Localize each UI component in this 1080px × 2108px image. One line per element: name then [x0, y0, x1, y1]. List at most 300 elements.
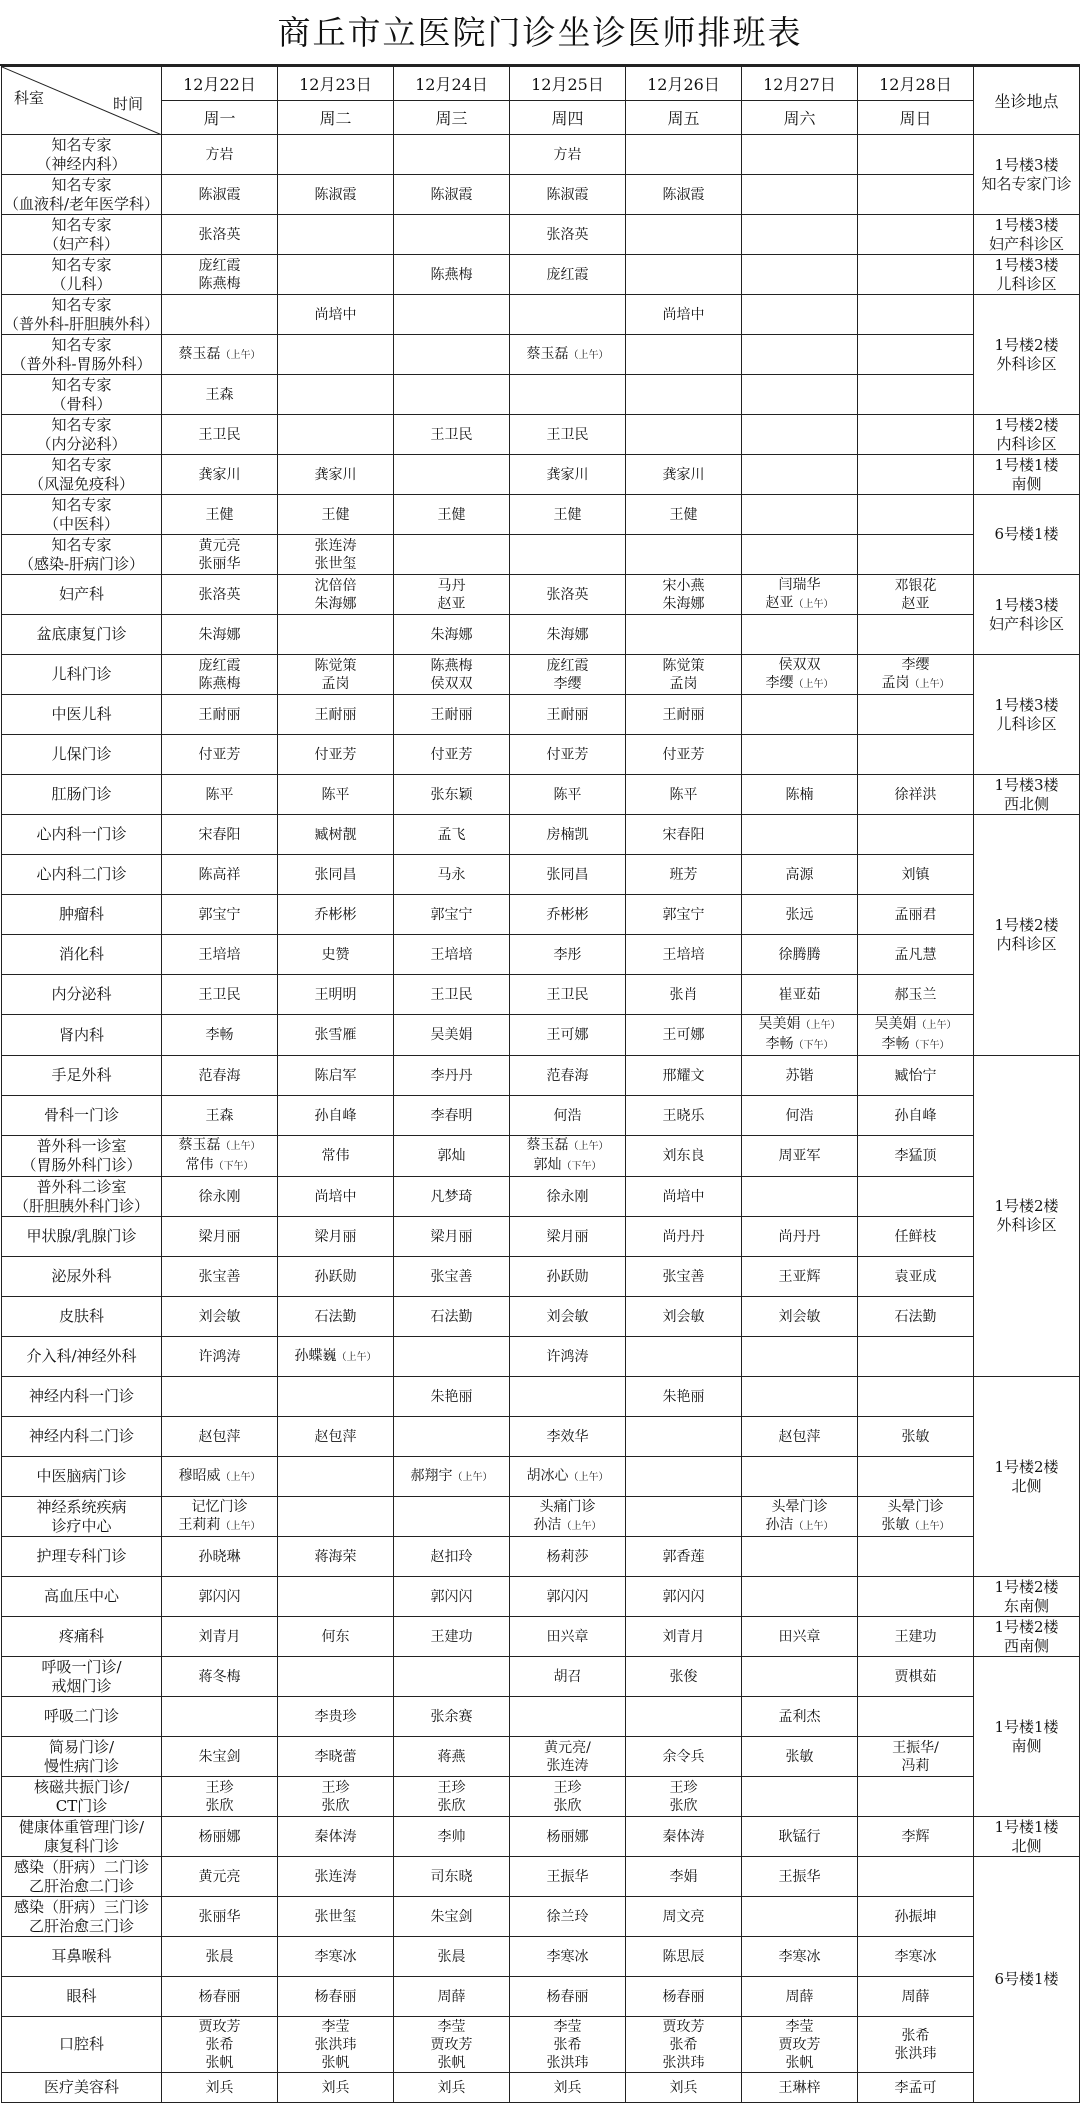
doctor-cell: 头痛门诊 孙洁（上午）	[510, 1497, 626, 1537]
doctor-cell: 陈平	[510, 775, 626, 815]
doctor-cell: 付亚芳	[626, 735, 742, 775]
doctor-cell: 马永	[394, 855, 510, 895]
doctor-cell: 邓银花 赵亚	[858, 575, 974, 615]
doctor-cell: 孙自峰	[278, 1096, 394, 1136]
doctor-cell: 徐祥洪	[858, 775, 974, 815]
doctor-cell	[278, 335, 394, 375]
doctor-cell	[858, 375, 974, 415]
doctor-cell: 王培培	[394, 935, 510, 975]
doctor-cell: 王振华/ 冯莉	[858, 1737, 974, 1777]
doctor-cell: 陈淑霞	[626, 175, 742, 215]
doctor-cell: 蔡玉磊（上午）	[162, 335, 278, 375]
doctor-cell	[278, 255, 394, 295]
doctor-cell: 刘兵	[278, 2073, 394, 2103]
doctor-cell: 赵包萍	[278, 1417, 394, 1457]
doctor-cell	[742, 1377, 858, 1417]
table-row	[2, 935, 1080, 975]
location-cell: 1号楼3楼 妇产科诊区	[974, 575, 1080, 655]
doctor-cell: 徐腾腾	[742, 935, 858, 975]
doctor-cell: 周薛	[742, 1977, 858, 2017]
doctor-cell	[278, 375, 394, 415]
table-row	[2, 1377, 1080, 1417]
doctor-cell	[742, 735, 858, 775]
doctor-cell	[278, 1497, 394, 1537]
department-cell: 妇产科	[2, 575, 162, 615]
doctor-cell	[858, 455, 974, 495]
doctor-cell: 余令兵	[626, 1737, 742, 1777]
doctor-cell: 石法勤	[394, 1297, 510, 1337]
doctor-cell: 尚培中	[626, 295, 742, 335]
department-cell: 口腔科	[2, 2017, 162, 2073]
doctor-cell	[858, 495, 974, 535]
department-cell: 皮肤科	[2, 1297, 162, 1337]
doctor-cell: 朱海娜	[394, 615, 510, 655]
doctor-cell	[858, 175, 974, 215]
doctor-cell: 张晨	[394, 1937, 510, 1977]
date-header: 12月24日	[394, 67, 510, 101]
table-row	[2, 215, 1080, 255]
table-row	[2, 1217, 1080, 1257]
doctor-cell: 尚培中	[278, 295, 394, 335]
doctor-cell	[626, 335, 742, 375]
doctor-cell	[742, 695, 858, 735]
doctor-cell: 王珍 张欣	[162, 1777, 278, 1817]
doctor-cell: 范春海	[510, 1056, 626, 1096]
day-header: 周六	[742, 101, 858, 135]
doctor-cell: 黄元亮 张丽华	[162, 535, 278, 575]
doctor-cell: 耿锰行	[742, 1817, 858, 1857]
doctor-cell: 范春海	[162, 1056, 278, 1096]
date-header: 12月22日	[162, 67, 278, 101]
doctor-cell: 朱艳丽	[394, 1377, 510, 1417]
doctor-cell: 孙振坤	[858, 1897, 974, 1937]
department-cell: 神经内科二门诊	[2, 1417, 162, 1457]
day-header: 周二	[278, 101, 394, 135]
doctor-cell: 龚家川	[278, 455, 394, 495]
department-cell: 健康体重管理门诊/ 康复科门诊	[2, 1817, 162, 1857]
doctor-cell: 李缨 孟岗（上午）	[858, 655, 974, 695]
doctor-cell: 李莹 张希 张洪玮	[510, 2017, 626, 2073]
table-row	[2, 1937, 1080, 1977]
location-cell: 1号楼1楼 南侧	[974, 1657, 1080, 1817]
table-row	[2, 1136, 1080, 1177]
doctor-cell: 石法勤	[858, 1297, 974, 1337]
doctor-cell: 周亚军	[742, 1136, 858, 1177]
doctor-cell	[278, 1457, 394, 1497]
date-header: 12月28日	[858, 67, 974, 101]
doctor-cell: 王健	[162, 495, 278, 535]
doctor-cell: 陈思辰	[626, 1937, 742, 1977]
corner-time-label: 时间	[112, 95, 143, 113]
doctor-cell: 张连涛 张世玺	[278, 535, 394, 575]
doctor-cell	[394, 1657, 510, 1697]
doctor-cell: 李辉	[858, 1817, 974, 1857]
doctor-cell: 王可娜	[510, 1015, 626, 1056]
doctor-cell: 李莹 张洪玮 张帆	[278, 2017, 394, 2073]
doctor-cell: 龚家川	[162, 455, 278, 495]
doctor-cell	[742, 335, 858, 375]
doctor-cell	[742, 415, 858, 455]
doctor-cell: 张同昌	[510, 855, 626, 895]
doctor-cell: 徐兰玲	[510, 1897, 626, 1937]
doctor-cell: 付亚芳	[510, 735, 626, 775]
doctor-cell: 张晨	[162, 1937, 278, 1977]
table-row	[2, 735, 1080, 775]
doctor-cell: 王卫民	[510, 975, 626, 1015]
doctor-cell: 王森	[162, 375, 278, 415]
table-row	[2, 1417, 1080, 1457]
doctor-cell: 张敏	[742, 1737, 858, 1777]
department-cell: 知名专家 （感染-肝病门诊）	[2, 535, 162, 575]
doctor-cell: 尚培中	[626, 1177, 742, 1217]
doctor-cell: 刘会敏	[162, 1297, 278, 1337]
doctor-cell: 陈高祥	[162, 855, 278, 895]
page-title: 商丘市立医院门诊坐诊医师排班表	[0, 0, 1080, 66]
doctor-cell: 张余赛	[394, 1697, 510, 1737]
doctor-cell	[278, 615, 394, 655]
doctor-cell	[858, 1857, 974, 1897]
doctor-cell: 郭宝宁	[626, 895, 742, 935]
doctor-cell: 李畅	[162, 1015, 278, 1056]
date-header: 12月25日	[510, 67, 626, 101]
doctor-cell: 郝翔宇（上午）	[394, 1457, 510, 1497]
doctor-cell: 秦体涛	[278, 1817, 394, 1857]
doctor-cell: 孟凡慧	[858, 935, 974, 975]
location-cell: 1号楼3楼 妇产科诊区	[974, 215, 1080, 255]
table-row	[2, 1257, 1080, 1297]
doctor-cell: 王耐丽	[278, 695, 394, 735]
doctor-cell: 张连涛	[278, 1857, 394, 1897]
doctor-cell: 庞红霞 陈燕梅	[162, 255, 278, 295]
doctor-cell: 常伟	[278, 1136, 394, 1177]
doctor-cell	[742, 375, 858, 415]
doctor-cell: 付亚芳	[278, 735, 394, 775]
doctor-cell: 陈平	[162, 775, 278, 815]
department-cell: 高血压中心	[2, 1577, 162, 1617]
doctor-cell: 秦体涛	[626, 1817, 742, 1857]
department-cell: 医疗美容科	[2, 2073, 162, 2103]
doctor-cell: 赵扣玲	[394, 1537, 510, 1577]
doctor-cell	[278, 215, 394, 255]
table-row	[2, 1857, 1080, 1897]
doctor-cell: 宋春阳	[626, 815, 742, 855]
table-row	[2, 375, 1080, 415]
doctor-cell: 杨丽娜	[162, 1817, 278, 1857]
day-header: 周三	[394, 101, 510, 135]
doctor-cell	[742, 455, 858, 495]
location-cell: 6号楼1楼	[974, 1857, 1080, 2103]
doctor-cell	[742, 135, 858, 175]
table-row	[2, 535, 1080, 575]
doctor-cell: 蒋海荣	[278, 1537, 394, 1577]
doctor-cell: 朱海娜	[510, 615, 626, 655]
table-row	[2, 1577, 1080, 1617]
doctor-cell: 王森	[162, 1096, 278, 1136]
doctor-cell: 李寒冰	[510, 1937, 626, 1977]
doctor-cell: 张洛英	[162, 575, 278, 615]
doctor-cell: 李孟可	[858, 2073, 974, 2103]
doctor-cell: 张世玺	[278, 1897, 394, 1937]
doctor-cell: 朱海娜	[162, 615, 278, 655]
table-row	[2, 1817, 1080, 1857]
doctor-cell: 方岩	[510, 135, 626, 175]
doctor-cell: 穆昭威（上午）	[162, 1457, 278, 1497]
doctor-cell	[278, 1577, 394, 1617]
doctor-cell: 张俊	[626, 1657, 742, 1697]
location-cell: 1号楼3楼 儿科诊区	[974, 255, 1080, 295]
doctor-cell	[162, 1697, 278, 1737]
table-row	[2, 655, 1080, 695]
date-header: 12月23日	[278, 67, 394, 101]
doctor-cell: 闫瑞华 赵亚（上午）	[742, 575, 858, 615]
doctor-cell: 陈淑霞	[510, 175, 626, 215]
location-cell: 1号楼3楼 知名专家门诊	[974, 135, 1080, 215]
doctor-cell: 陈淑霞	[394, 175, 510, 215]
department-cell: 呼吸一门诊/ 戒烟门诊	[2, 1657, 162, 1697]
doctor-cell	[742, 1897, 858, 1937]
department-cell: 心内科一门诊	[2, 815, 162, 855]
doctor-cell: 杨丽娜	[510, 1817, 626, 1857]
doctor-cell: 孙晓琳	[162, 1537, 278, 1577]
doctor-cell: 宋春阳	[162, 815, 278, 855]
department-cell: 知名专家 （妇产科）	[2, 215, 162, 255]
doctor-cell: 龚家川	[510, 455, 626, 495]
doctor-cell: 张敏	[858, 1417, 974, 1457]
doctor-cell: 黄元亮/ 张连涛	[510, 1737, 626, 1777]
table-row	[2, 895, 1080, 935]
doctor-cell	[394, 535, 510, 575]
doctor-cell: 孟飞	[394, 815, 510, 855]
doctor-cell: 陈启军	[278, 1056, 394, 1096]
doctor-cell: 王珍 张欣	[626, 1777, 742, 1817]
doctor-cell: 王培培	[626, 935, 742, 975]
doctor-cell	[626, 535, 742, 575]
doctor-cell: 宋小燕 朱海娜	[626, 575, 742, 615]
department-cell: 知名专家 （内分泌科）	[2, 415, 162, 455]
doctor-cell	[626, 1337, 742, 1377]
doctor-cell: 李娟	[626, 1857, 742, 1897]
doctor-cell: 李彤	[510, 935, 626, 975]
table-row	[2, 175, 1080, 215]
doctor-cell: 张希 张洪玮	[858, 2017, 974, 2073]
doctor-cell	[510, 295, 626, 335]
doctor-cell	[742, 295, 858, 335]
doctor-cell	[626, 1417, 742, 1457]
doctor-cell	[626, 415, 742, 455]
doctor-cell: 徐永刚	[162, 1177, 278, 1217]
doctor-cell: 高源	[742, 855, 858, 895]
doctor-cell: 崔亚茹	[742, 975, 858, 1015]
table-row	[2, 1015, 1080, 1056]
doctor-cell	[510, 375, 626, 415]
doctor-cell: 王耐丽	[162, 695, 278, 735]
doctor-cell: 朱宝剑	[162, 1737, 278, 1777]
doctor-cell: 臧树靓	[278, 815, 394, 855]
doctor-cell	[858, 415, 974, 455]
doctor-cell	[626, 375, 742, 415]
table-row	[2, 455, 1080, 495]
doctor-cell	[858, 695, 974, 735]
department-cell: 内分泌科	[2, 975, 162, 1015]
doctor-cell: 王卫民	[394, 415, 510, 455]
doctor-cell: 胡冰心（上午）	[510, 1457, 626, 1497]
doctor-cell: 孟丽君	[858, 895, 974, 935]
doctor-cell: 庞红霞 陈燕梅	[162, 655, 278, 695]
table-row	[2, 1297, 1080, 1337]
doctor-cell: 头晕门诊 张敏（上午）	[858, 1497, 974, 1537]
table-row	[2, 695, 1080, 735]
doctor-cell	[742, 255, 858, 295]
table-row	[2, 975, 1080, 1015]
department-cell: 简易门诊/ 慢性病门诊	[2, 1737, 162, 1777]
doctor-cell	[858, 815, 974, 855]
doctor-cell	[742, 1577, 858, 1617]
doctor-cell: 郭闪闪	[394, 1577, 510, 1617]
doctor-cell: 蔡玉磊（上午） 常伟（下午）	[162, 1136, 278, 1177]
table-row	[2, 1737, 1080, 1777]
doctor-cell	[742, 1537, 858, 1577]
doctor-cell: 李寒冰	[858, 1937, 974, 1977]
doctor-cell: 陈楠	[742, 775, 858, 815]
doctor-cell: 乔彬彬	[278, 895, 394, 935]
department-cell: 肾内科	[2, 1015, 162, 1056]
doctor-cell: 方岩	[162, 135, 278, 175]
doctor-cell: 朱艳丽	[626, 1377, 742, 1417]
department-cell: 肿瘤科	[2, 895, 162, 935]
doctor-cell: 尚培中	[278, 1177, 394, 1217]
doctor-cell: 田兴章	[742, 1617, 858, 1657]
doctor-cell	[742, 1177, 858, 1217]
doctor-cell: 王振华	[742, 1857, 858, 1897]
doctor-cell: 陈觉策 孟岗	[278, 655, 394, 695]
department-cell: 心内科二门诊	[2, 855, 162, 895]
doctor-cell: 蒋燕	[394, 1737, 510, 1777]
department-cell: 骨科一门诊	[2, 1096, 162, 1136]
department-cell: 耳鼻喉科	[2, 1937, 162, 1977]
table-row	[2, 295, 1080, 335]
doctor-cell: 何东	[278, 1617, 394, 1657]
doctor-cell: 许鸿涛	[510, 1337, 626, 1377]
location-cell: 1号楼3楼 西北侧	[974, 775, 1080, 815]
doctor-cell: 李晓蕾	[278, 1737, 394, 1777]
doctor-cell: 蔡玉磊（上午） 郭灿（下午）	[510, 1136, 626, 1177]
doctor-cell: 刘兵	[626, 2073, 742, 2103]
doctor-cell: 班芳	[626, 855, 742, 895]
table-row	[2, 1177, 1080, 1217]
doctor-cell: 杨春丽	[510, 1977, 626, 2017]
doctor-cell: 张东颖	[394, 775, 510, 815]
doctor-cell	[742, 615, 858, 655]
location-cell: 1号楼2楼 外科诊区	[974, 1056, 1080, 1377]
doctor-cell: 孙跃勋	[278, 1257, 394, 1297]
doctor-cell: 庞红霞 李缨	[510, 655, 626, 695]
table-row	[2, 495, 1080, 535]
department-cell: 儿保门诊	[2, 735, 162, 775]
doctor-cell	[858, 1177, 974, 1217]
department-cell: 知名专家 （中医科）	[2, 495, 162, 535]
doctor-cell	[394, 375, 510, 415]
doctor-cell: 李莹 贾玫芳 张帆	[394, 2017, 510, 2073]
doctor-cell: 黄元亮	[162, 1857, 278, 1897]
department-cell: 肛肠门诊	[2, 775, 162, 815]
doctor-cell: 李贵珍	[278, 1697, 394, 1737]
doctor-cell	[858, 1777, 974, 1817]
doctor-cell	[394, 455, 510, 495]
doctor-cell	[742, 495, 858, 535]
doctor-cell: 张同昌	[278, 855, 394, 895]
doctor-cell	[394, 295, 510, 335]
corner-header-cell	[2, 67, 162, 135]
doctor-cell: 张洛英	[510, 215, 626, 255]
department-cell: 甲状腺/乳腺门诊	[2, 1217, 162, 1257]
doctor-cell: 赵包萍	[742, 1417, 858, 1457]
doctor-cell	[742, 1457, 858, 1497]
department-cell: 感染（肝病）三门诊 乙肝治愈三门诊	[2, 1897, 162, 1937]
doctor-cell: 侯双双 李缨（上午）	[742, 655, 858, 695]
doctor-cell	[742, 1777, 858, 1817]
doctor-cell: 赵包萍	[162, 1417, 278, 1457]
doctor-cell: 臧怡宁	[858, 1056, 974, 1096]
doctor-cell: 周薛	[394, 1977, 510, 2017]
department-cell: 中医脑病门诊	[2, 1457, 162, 1497]
doctor-cell	[278, 415, 394, 455]
department-cell: 普外科一诊室 （胃肠外科门诊）	[2, 1136, 162, 1177]
doctor-cell: 郭宝宁	[162, 895, 278, 935]
doctor-cell: 王珍 张欣	[394, 1777, 510, 1817]
table-row	[2, 255, 1080, 295]
table-row	[2, 1537, 1080, 1577]
doctor-cell	[742, 1657, 858, 1697]
doctor-cell: 王珍 张欣	[510, 1777, 626, 1817]
doctor-cell	[858, 615, 974, 655]
location-cell: 1号楼2楼 外科诊区	[974, 295, 1080, 415]
doctor-cell: 史赞	[278, 935, 394, 975]
doctor-cell: 李效华	[510, 1417, 626, 1457]
table-row	[2, 815, 1080, 855]
doctor-cell: 张丽华	[162, 1897, 278, 1937]
doctor-cell: 郝玉兰	[858, 975, 974, 1015]
doctor-cell: 尚丹丹	[742, 1217, 858, 1257]
doctor-cell: 记忆门诊 王莉莉（上午）	[162, 1497, 278, 1537]
department-cell: 介入科/神经外科	[2, 1337, 162, 1377]
doctor-cell: 王健	[278, 495, 394, 535]
doctor-cell: 庞红霞	[510, 255, 626, 295]
doctor-cell	[394, 1337, 510, 1377]
doctor-cell: 王卫民	[510, 415, 626, 455]
department-cell: 眼科	[2, 1977, 162, 2017]
location-cell: 1号楼2楼 西南侧	[974, 1617, 1080, 1657]
doctor-cell	[510, 1377, 626, 1417]
location-cell: 1号楼2楼 北侧	[974, 1377, 1080, 1577]
doctor-cell	[394, 1497, 510, 1537]
location-cell: 1号楼1楼 北侧	[974, 1817, 1080, 1857]
doctor-cell: 李寒冰	[278, 1937, 394, 1977]
doctor-cell: 陈淑霞	[278, 175, 394, 215]
department-cell: 护理专科门诊	[2, 1537, 162, 1577]
doctor-cell	[510, 535, 626, 575]
department-cell: 感染（肝病）二门诊 乙肝治愈二门诊	[2, 1857, 162, 1897]
doctor-cell	[858, 1377, 974, 1417]
doctor-cell: 乔彬彬	[510, 895, 626, 935]
doctor-cell: 郭宝宁	[394, 895, 510, 935]
doctor-cell: 李莹 贾玫芳 张帆	[742, 2017, 858, 2073]
location-cell: 1号楼2楼 内科诊区	[974, 815, 1080, 1056]
table-row	[2, 335, 1080, 375]
doctor-cell: 王珍 张欣	[278, 1777, 394, 1817]
doctor-cell	[626, 215, 742, 255]
table-row	[2, 575, 1080, 615]
doctor-cell: 苏锴	[742, 1056, 858, 1096]
